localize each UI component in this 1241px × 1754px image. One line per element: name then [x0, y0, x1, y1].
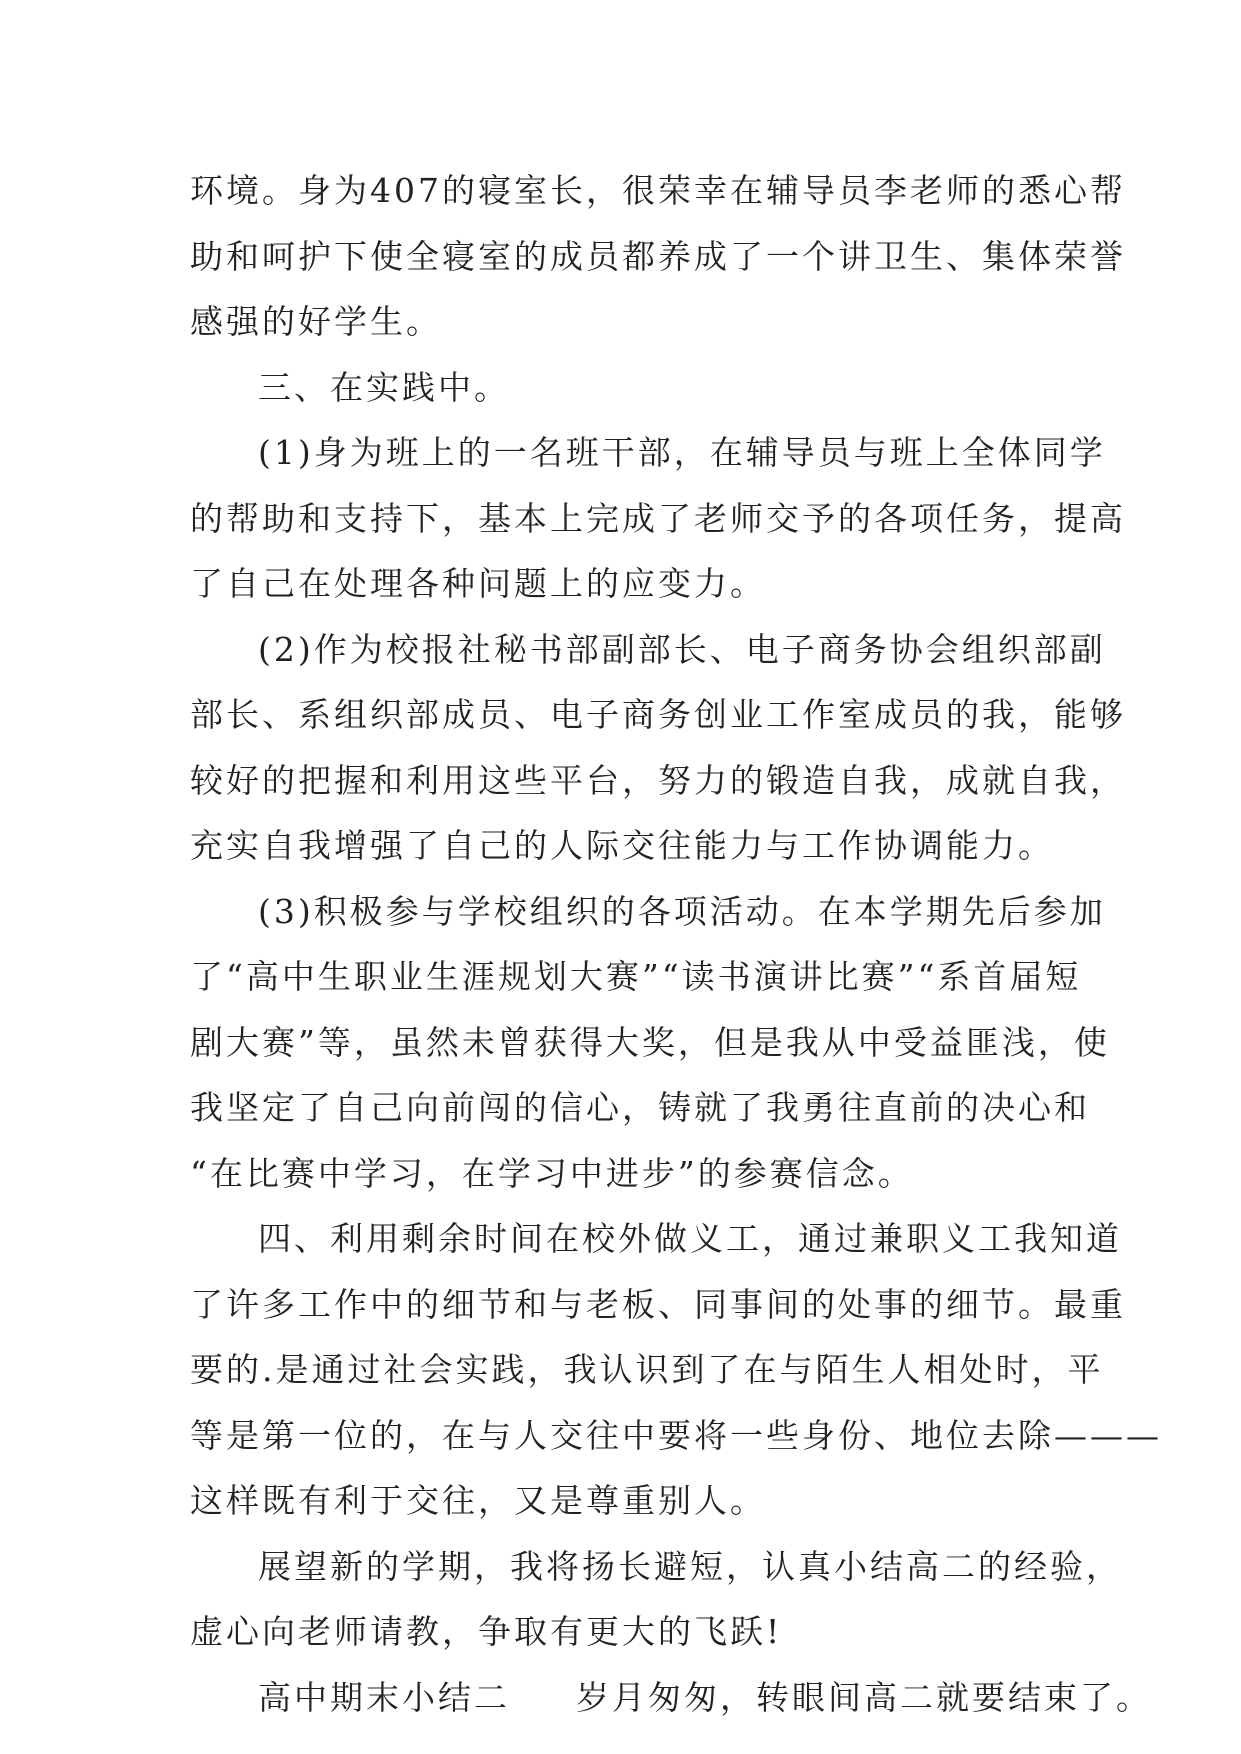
text-line: 助和呵护下使全寝室的成员都养成了一个讲卫生、集体荣誉 [190, 236, 1126, 276]
text-line: 感强的好学生。 [190, 302, 442, 341]
text-line: 展望新的学期，我将扬长避短，认真小结高二的经验， [258, 1546, 1122, 1586]
text-line: 了许多工作中的细节和与老板、同事间的处事的细节。最重 [190, 1284, 1126, 1324]
section-heading [190, 355, 1062, 421]
text-line: “在比赛中学习，在学习中进步”的参赛信念。 [190, 1153, 914, 1193]
text-line: (1)身为班上的一名班干部，在辅导员与班上全体同学 [258, 433, 1106, 472]
text-line: 了自己在处理各种问题上的应变力。 [190, 564, 766, 603]
text-line: 三、在实践中。 [258, 367, 510, 407]
paragraph [190, 1534, 1122, 1665]
text-line: 四、利用剩余时间在校外做义工，通过兼职义工我知道 [258, 1219, 1122, 1258]
text-line: 较好的把握和利用这些平台，努力的锻造自我，成就自我， [190, 760, 1126, 800]
text-line: 我坚定了自己向前闯的信心，铸就了我勇往直前的决心和 [190, 1088, 1090, 1127]
text-line: 了“高中生职业生涯规划大赛”“读书演讲比赛”“系首届短 [190, 957, 1082, 996]
text-line: (2)作为校报社秘书部副部长、电子商务协会组织部副 [258, 629, 1106, 669]
text-line: 部长、系组织部成员、电子商务创业工作室成员的我，能够 [190, 695, 1126, 734]
document-body [190, 158, 1162, 1730]
text-line: 虚心向老师请教，争取有更大的飞跃! [190, 1612, 783, 1651]
section-title: 高中期末小结二 [258, 1677, 510, 1717]
text-line: (3)积极参与学校组织的各项活动。在本学期先后参加 [258, 891, 1106, 931]
paragraph [190, 1206, 1162, 1534]
text-line: 等是第一位的，在与人交往中要将一些身份、地位去除——— [190, 1415, 1162, 1455]
paragraph [190, 617, 1126, 879]
section-opening-text: 岁月匆匆，转眼间高二就要结束了。 [576, 1677, 1152, 1717]
text-line: 要的.是通过社会实践，我认识到了在与陌生人相处时，平 [190, 1350, 1104, 1389]
text-line: 这样既有利于交往，又是尊重别人。 [190, 1481, 766, 1520]
text-line: 剧大赛”等，虽然未曾获得大奖，但是我从中受益匪浅，使 [190, 1022, 1110, 1062]
text-line [190, 1665, 1152, 1731]
text-line: 环境。身为407的寝室长，很荣幸在辅导员李老师的悉心帮 [190, 171, 1126, 210]
paragraph [190, 158, 1126, 355]
text-line: 充实自我增强了自己的人际交往能力与工作协调能力。 [190, 826, 1054, 865]
text-line: 的帮助和支持下，基本上完成了老师交予的各项任务，提高 [190, 498, 1126, 538]
paragraph [190, 420, 1126, 617]
paragraph [190, 879, 1110, 1207]
next-section-start [190, 1665, 1152, 1731]
